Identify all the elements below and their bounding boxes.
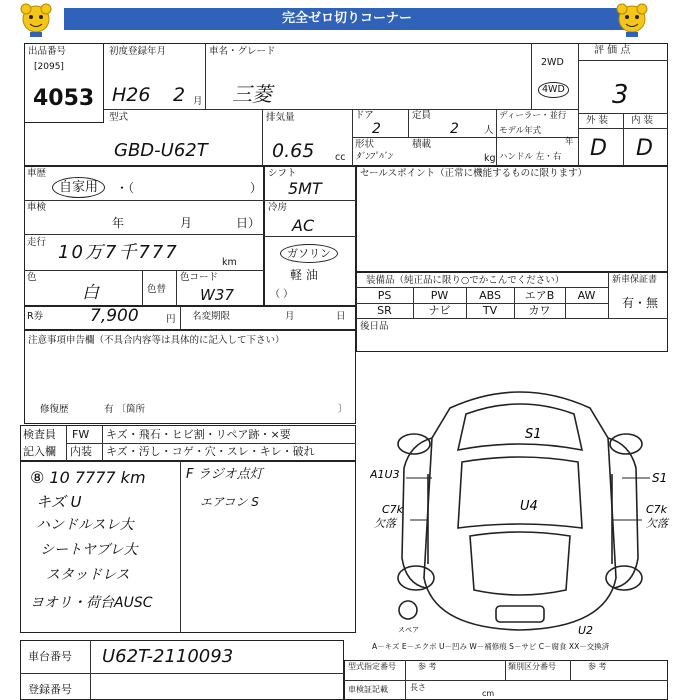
ext-grade: D — [590, 136, 607, 161]
reg-label: 初度登録年月 — [109, 46, 167, 57]
shaken-month-unit: 月 — [180, 216, 193, 230]
inspector-fw-text: キズ・飛石・ヒビ割・リペア跡・×要 — [106, 428, 291, 441]
eval-label: 評 価 点 — [594, 45, 631, 56]
fuel-paren: （ ） — [270, 289, 294, 300]
warranty-label: 新車保証書 — [612, 275, 658, 285]
equip-leather: カワ — [528, 304, 551, 317]
load-label: 積載 — [412, 139, 432, 150]
deadline-day: 日 — [336, 311, 346, 322]
fuel-alt: 軽 油 — [290, 268, 318, 282]
fuel-value: ガソリン — [280, 244, 338, 263]
chassis-label: 車台番号 — [28, 650, 72, 663]
note-right-1: F ラジオ点灯 — [186, 467, 263, 482]
diagram-u2: U2 — [578, 624, 594, 637]
repair-label: 修復歴 — [40, 404, 69, 415]
mascot-left-icon — [18, 2, 54, 38]
note-2: ハンドルスレ大 — [36, 517, 134, 533]
mileage-value: 10万7千777 — [58, 242, 179, 263]
color-label: 色 — [27, 272, 37, 283]
disp-label: 排気量 — [266, 112, 295, 123]
bottom-field-2: 参 考 — [418, 662, 437, 671]
deadline-month: 月 — [285, 311, 295, 322]
eval-score: 3 — [612, 80, 629, 110]
inspector-label2: 記入欄 — [23, 445, 56, 458]
diagram-c-left2: 欠落 — [374, 517, 396, 530]
history-close: ） — [250, 181, 263, 195]
km-unit: km — [222, 257, 237, 268]
equip-ps: PS — [377, 289, 392, 302]
drive-4wd: 4WD — [538, 82, 569, 98]
note-3: シートヤブレ大 — [40, 542, 138, 558]
note-mileage: ⑧ 10 7777 km — [30, 468, 146, 487]
reg-month-unit: 月 — [193, 96, 203, 107]
diagram-spare: スペア — [398, 626, 419, 634]
recycle-value: 7,900 — [90, 306, 139, 326]
cert-label: 車検証記載 — [348, 685, 388, 694]
handle-label: ハンドル 左・右 — [499, 152, 562, 162]
note-4: スタッドレス — [46, 567, 130, 583]
dealer-label: ディーラー・並行 — [499, 111, 567, 121]
diagram-c-right: C7k — [646, 503, 668, 516]
banner-title: 完全ゼロ切りコーナー — [64, 8, 630, 30]
int-grade: D — [636, 136, 653, 161]
lot-number: 4053 — [33, 86, 95, 111]
equip-sr: SR — [377, 304, 392, 317]
repair-close: 〕 — [338, 404, 348, 415]
orig-color-label: 色替 — [147, 284, 167, 295]
history-label: 車歴 — [27, 168, 47, 179]
reg-number-label: 登録番号 — [28, 683, 72, 696]
diagram-c-left: C7k — [382, 503, 404, 516]
color-code-label: 色コード — [180, 272, 219, 283]
length-unit: cm — [482, 689, 495, 698]
bottom-field-1: 型式指定番号 — [348, 662, 396, 671]
length-label: 長さ — [410, 683, 426, 692]
chassis-value: U62T-2110093 — [102, 646, 234, 667]
diagram-u4: U4 — [520, 499, 538, 514]
model-label: 型式 — [109, 112, 129, 123]
maker: 三菱 — [232, 82, 272, 106]
repair-value: 有 〔箇所 — [104, 404, 146, 415]
diagram-c-right2: 欠落 — [646, 517, 668, 530]
equip-pw: PW — [430, 289, 449, 302]
inspector-interior: 内装 — [70, 445, 92, 458]
lot-sub: [2095] — [34, 62, 64, 72]
seat-label: 定員 — [412, 110, 432, 121]
equipment-label: 装備品（純正品に限り○でかこんでください） — [366, 275, 565, 286]
equip-tv: TV — [482, 304, 498, 317]
equip-airbag: エアB — [524, 289, 555, 302]
inspector-label1: 検査員 — [23, 428, 56, 441]
shape-value: ﾀﾞﾝﾌﾟﾊﾞﾝ — [356, 152, 393, 162]
sales-label: セールスポイント（正常に機能するものに限ります） — [360, 168, 588, 179]
deadline-label: 名変期限 — [192, 311, 231, 322]
diagram-a1u3: A1U3 — [370, 468, 400, 481]
year-unit: 年 — [565, 137, 574, 147]
lot-label: 出品番号 — [28, 46, 67, 57]
equip-abs: ABS — [479, 289, 501, 302]
color-code-value: W37 — [200, 286, 234, 304]
drive-2wd: 2WD — [541, 57, 564, 68]
modelyear-label: モデル年式 — [499, 126, 542, 136]
warranty-value: 有・無 — [622, 296, 659, 310]
disp-value: 0.65 — [272, 140, 315, 162]
history-value: 自家用 — [52, 177, 105, 198]
history-suffix: ・（ — [116, 181, 135, 195]
mascot-right-icon — [614, 2, 650, 38]
shape-label: 形状 — [355, 139, 375, 150]
damage-legend: A－キズ E－エクボ U－凹み W－補修痕 S－サビ C－腐食 XX－交換済 — [372, 642, 610, 651]
recycle-section — [24, 306, 356, 330]
diagram-s1-top: S1 — [525, 427, 542, 442]
shaken-day-unit: 日） — [236, 216, 261, 230]
color-value: 白 — [82, 283, 99, 303]
equip-navi: ナビ — [428, 304, 451, 317]
shift-label: シフト — [268, 168, 297, 179]
ext-label: 外 装 — [586, 115, 609, 126]
bottom-field-3: 類別区分番号 — [508, 662, 556, 671]
reg-month: 2 — [173, 84, 186, 106]
shaken-label: 車検 — [27, 202, 47, 213]
shaken-year-unit: 年 — [112, 216, 125, 230]
sales-section — [356, 166, 668, 272]
note-1: キズ U — [36, 493, 82, 511]
car-diagram — [370, 378, 670, 640]
recycle-unit: 円 — [166, 314, 176, 325]
person-unit: 人 — [484, 125, 494, 136]
reg-era-year: H26 — [112, 84, 151, 106]
door-label: ドア — [355, 110, 374, 121]
rear-label: 後日品 — [360, 321, 389, 332]
recycle-label: R券 — [27, 311, 44, 322]
disp-unit: cc — [335, 152, 346, 163]
shift-value: 5MT — [288, 179, 322, 198]
int-label: 内 装 — [631, 115, 654, 126]
load-unit: kg — [484, 153, 496, 164]
bottom-field-4: 参 考 — [588, 662, 607, 671]
ac-label: 冷房 — [268, 202, 288, 213]
inspector-fw: FW — [72, 428, 90, 441]
inspector-interior-text: キズ・汚し・コゲ・穴・スレ・キレ・破れ — [106, 445, 315, 458]
note-right-2: エアコン S — [200, 495, 259, 509]
diagram-s1-right: S1 — [652, 471, 668, 485]
model-value: GBD-U62T — [114, 140, 208, 161]
ac-value: AC — [292, 216, 315, 235]
doors-value: 2 — [372, 121, 381, 137]
name-label: 車名・グレード — [209, 46, 276, 57]
note-5: ヨオリ・荷台AUSC — [30, 595, 153, 611]
seats-value: 2 — [450, 121, 459, 137]
mileage-label: 走行 — [27, 237, 47, 248]
equip-aw: AW — [577, 289, 596, 302]
notes-label: 注意事項申告欄（不具合内容等は具体的に記入して下さい） — [28, 335, 285, 346]
